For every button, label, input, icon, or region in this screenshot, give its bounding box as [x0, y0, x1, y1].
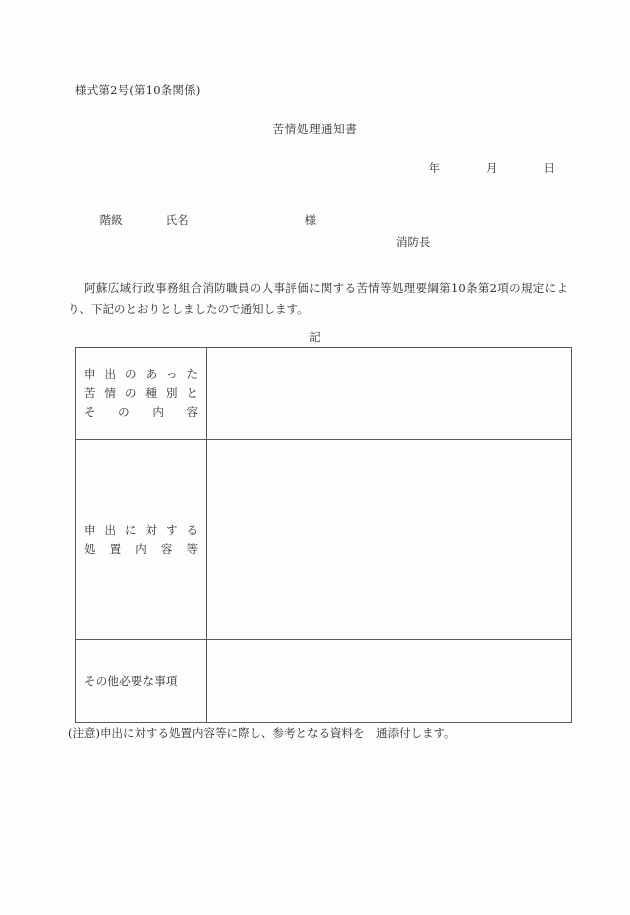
document-title: 苦情処理通知書	[272, 122, 358, 136]
form-number: 様式第2号(第10条関係)	[75, 83, 201, 97]
table-row	[76, 348, 572, 440]
row-label-lines	[84, 521, 198, 559]
ki-marker: 記	[309, 330, 321, 344]
footnote: (注意)申出に対する処置内容等に際し、参考となる資料を 通添付します。	[68, 726, 456, 740]
table-row	[76, 440, 572, 640]
body-paragraph: 阿蘇広域行政事務組合消防職員の人事評価に関する苦情等処理要綱第10条第2項の規定により、下記のとおりとしましたので通知します。	[68, 281, 568, 316]
row-label-lines	[84, 672, 198, 691]
recipient-line	[85, 198, 316, 242]
row-label-line: 苦情の種別と	[84, 386, 198, 400]
row-label-other-matters	[76, 640, 207, 723]
row-label-line: 申出に対する	[84, 522, 198, 537]
row-value-other-matters[interactable]	[207, 640, 572, 723]
row-label-complaint-type	[76, 348, 207, 440]
row-label-line: その他必要な事項	[84, 673, 178, 688]
row-value-complaint-type[interactable]	[207, 348, 572, 440]
recipient-name-label: 氏名	[165, 213, 189, 227]
recipient-honorific: 様	[304, 213, 317, 227]
recipient-rank-label: 階級	[99, 213, 123, 227]
issuer-title: 消防長	[396, 235, 431, 249]
complaint-form-table	[75, 347, 572, 723]
row-label-lines	[84, 365, 198, 422]
row-label-line: 申出のあった	[84, 367, 198, 381]
row-label-line: 処置内容等	[84, 541, 198, 556]
table-row	[76, 640, 572, 723]
row-label-measures-taken	[76, 440, 207, 640]
row-value-measures-taken[interactable]	[207, 440, 572, 640]
row-label-line: その内容	[84, 405, 198, 419]
date-line: 年 月 日	[428, 161, 555, 175]
